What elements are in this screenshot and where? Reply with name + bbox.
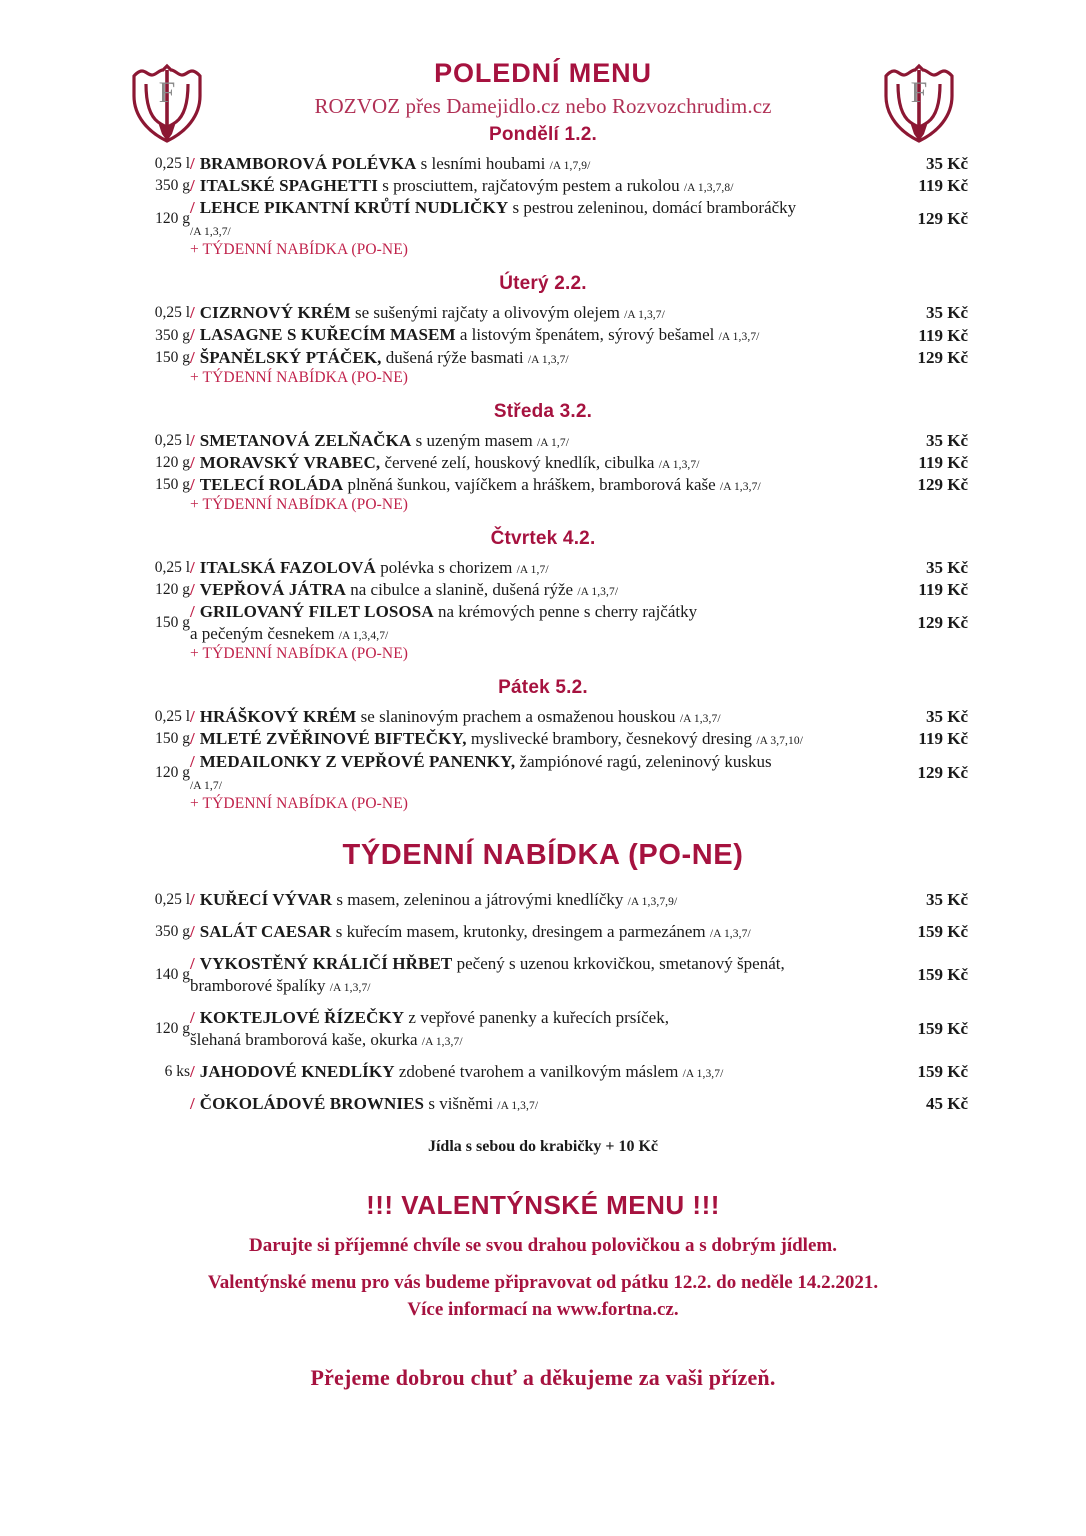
- day-items-table: [118, 557, 968, 663]
- item-name: KOKTEJLOVÉ ŘÍZEČKY: [199, 1008, 405, 1028]
- day-section: [118, 401, 968, 514]
- item-weight: 0,25 l: [154, 304, 190, 322]
- item-weight: 120 g: [155, 210, 190, 228]
- item-allergens: /A 1,3,7/: [497, 1100, 539, 1113]
- item-desc: s prosciuttem, rajčatovým pestem a rukolou: [377, 176, 680, 196]
- item-name: LEHCE PIKANTNÍ KRŮTÍ NUDLIČKY: [199, 198, 509, 218]
- day-section: [118, 273, 968, 386]
- item-allergens: /A 3,7,10/: [756, 735, 803, 748]
- day-section: [118, 677, 968, 812]
- weekly-offer-note-row: [118, 241, 968, 259]
- item-allergens: /A 1,3,7,9/: [627, 895, 678, 908]
- day-items-table: [118, 706, 968, 812]
- item-desc: z vepřové panenky a kuřecích prsíček,: [404, 1008, 669, 1028]
- item-name: BRAMBOROVÁ POLÉVKA: [199, 154, 417, 173]
- item-desc: dušená rýže basmati: [381, 347, 524, 367]
- day-heading: Středa 3.2.: [493, 400, 593, 422]
- item-desc: na krémových penne s cherry rajčátky: [433, 602, 698, 622]
- item-allergens: /A 1,3,7/: [527, 353, 569, 366]
- item-allergens: /A 1,7,9/: [549, 160, 591, 172]
- weekly-offer-note: + TÝDENNÍ NABÍDKA (PO-NE): [190, 368, 409, 386]
- item-bullet-slash-icon: /: [190, 921, 195, 941]
- item-description-cell: [190, 324, 872, 346]
- weekly-offer-note: + TÝDENNÍ NABÍDKA (PO-NE): [190, 241, 409, 259]
- weekly-items-table: [118, 884, 968, 1121]
- item-price: 45 Kč: [925, 1094, 968, 1114]
- item-description-cell: [190, 706, 872, 728]
- spacer-cell: [118, 241, 190, 259]
- spacer-cell: [118, 795, 190, 813]
- menu-item-row: [118, 601, 968, 645]
- item-desc: pečený s uzenou krkovičkou, smetanový špenát,: [452, 953, 785, 973]
- item-bullet-slash-icon: /: [190, 303, 195, 323]
- item-weight: 150 g: [155, 614, 190, 632]
- item-bullet-slash-icon: /: [190, 580, 195, 600]
- item-description-cell: [190, 948, 872, 1002]
- item-description-cell: [190, 175, 872, 197]
- menu-item-row: [118, 1056, 968, 1088]
- item-bullet-slash-icon: /: [190, 707, 195, 727]
- item-name: ŠPANĚLSKÝ PTÁČEK,: [199, 347, 382, 367]
- item-desc-line2-text: a pečeným česnekem: [190, 624, 335, 644]
- item-description-cell: [190, 153, 872, 175]
- item-desc: s kuřecím masem, krutonky, dresingem a parmezánem: [331, 921, 706, 941]
- item-description-cell: [190, 601, 872, 645]
- item-description-cell: [190, 430, 872, 452]
- page-header: [118, 0, 968, 118]
- item-allergens: /A 1,7/: [190, 779, 223, 792]
- item-name: VYKOSTĚNÝ KRÁLIČÍ HŘBET: [199, 953, 453, 973]
- item-bullet-slash-icon: /: [190, 1008, 195, 1028]
- item-price: 35 Kč: [925, 303, 968, 323]
- shield-f-crest-icon-left: [128, 62, 206, 146]
- item-bullet-slash-icon: /: [190, 452, 195, 472]
- item-bullet-slash-icon: /: [190, 154, 195, 173]
- item-bullet-slash-icon: /: [190, 474, 195, 494]
- item-weight: 120 g: [155, 453, 190, 471]
- item-desc: myslivecké brambory, česnekový dresing: [466, 729, 753, 749]
- menu-item-row: [118, 1088, 968, 1120]
- item-weight: 350 g: [155, 922, 190, 940]
- item-allergens-line: [190, 219, 872, 241]
- item-description-cell: [190, 302, 872, 324]
- shield-f-crest-icon-right: [880, 62, 958, 146]
- item-allergens: /A 1,3,7/: [682, 1068, 724, 1081]
- item-weight: 350 g: [155, 326, 190, 344]
- item-desc: s uzeným masem: [411, 430, 533, 450]
- menu-item-row: [118, 452, 968, 474]
- weekly-offer-note: + TÝDENNÍ NABÍDKA (PO-NE): [190, 645, 409, 663]
- day-items-table: [118, 153, 968, 259]
- valentine-promo-block: [118, 1190, 968, 1322]
- item-weight: 150 g: [155, 348, 190, 366]
- item-bullet-slash-icon: /: [190, 602, 195, 622]
- daily-menu-sections: [118, 124, 968, 813]
- item-desc-line2-text: bramborové špalíky: [190, 975, 326, 995]
- item-weight: 120 g: [155, 1020, 190, 1038]
- item-description-cell: [190, 579, 872, 601]
- spacer-cell: [872, 241, 968, 259]
- item-price: 129 Kč: [917, 347, 968, 367]
- menu-item-row: [118, 197, 968, 241]
- spacer-cell: [872, 496, 968, 514]
- delivery-subtitle: ROZVOZ přes Damejidlo.cz nebo Rozvozchrudim.cz: [314, 93, 772, 118]
- item-desc: polévka s chorizem: [375, 557, 513, 577]
- item-name: SMETANOVÁ ZELŇAČKA: [199, 430, 412, 450]
- item-price: 35 Kč: [925, 430, 968, 450]
- item-weight: 0,25 l: [154, 155, 190, 173]
- item-price: 159 Kč: [917, 964, 968, 984]
- item-name: HRÁŠKOVÝ KRÉM: [199, 707, 357, 727]
- item-weight: 6 ks: [164, 1063, 190, 1081]
- item-allergens: /A 1,3,7/: [719, 480, 761, 493]
- item-desc: na cibulce a slanině, dušená rýže: [346, 580, 574, 600]
- item-bullet-slash-icon: /: [190, 729, 195, 749]
- item-name: ČOKOLÁDOVÉ BROWNIES: [199, 1094, 425, 1114]
- valentine-promo-line-1: Darujte si příjemné chvíle se svou drahou polovičkou a s dobrým jídlem.: [249, 1235, 837, 1257]
- menu-item-row: [118, 175, 968, 197]
- menu-item-row: [118, 579, 968, 601]
- item-name: KUŘECÍ VÝVAR: [199, 889, 333, 909]
- item-allergens: /A 1,3,7/: [577, 586, 619, 599]
- item-desc: s masem, zeleninou a játrovými knedlíčky: [332, 889, 624, 909]
- menu-item-row: [118, 302, 968, 324]
- item-allergens: /A 1,3,7,8/: [683, 182, 734, 195]
- menu-item-row: [118, 728, 968, 750]
- item-price: 35 Kč: [925, 557, 968, 577]
- item-desc-line2: [190, 1029, 860, 1051]
- menu-item-row: [118, 948, 968, 1002]
- day-heading: Čtvrtek 4.2.: [490, 527, 596, 549]
- menu-item-row: [118, 347, 968, 369]
- menu-item-row: [118, 706, 968, 728]
- item-price: 129 Kč: [917, 762, 968, 782]
- menu-item-row: [118, 916, 968, 948]
- valentine-promo-line-2: Valentýnské menu pro vás budeme připravovat od pátku 12.2. do neděle 14.2.2021.: [207, 1272, 879, 1294]
- item-bullet-slash-icon: /: [190, 557, 195, 577]
- item-weight: 120 g: [155, 763, 190, 781]
- item-bullet-slash-icon: /: [190, 325, 195, 345]
- item-description-cell: [190, 197, 872, 241]
- item-price: 119 Kč: [918, 729, 968, 749]
- weekly-offer-section: [118, 839, 968, 1121]
- item-weight: 0,25 l: [154, 708, 190, 726]
- item-desc: zdobené tvarohem a vanilkovým máslem: [394, 1062, 679, 1082]
- item-price: 129 Kč: [917, 474, 968, 494]
- item-desc: plněná šunkou, vajíčkem a hráškem, bramborová kaše: [343, 474, 716, 494]
- weekly-offer-note-row: [118, 645, 968, 663]
- item-name: VEPŘOVÁ JÁTRA: [199, 580, 347, 600]
- item-desc: s višněmi: [424, 1094, 494, 1114]
- item-allergens: /A 1,3,7/: [329, 981, 371, 994]
- item-price: 119 Kč: [918, 325, 968, 345]
- item-name: MORAVSKÝ VRABEC,: [199, 452, 381, 472]
- menu-item-row: [118, 751, 968, 795]
- weekly-offer-note-row: [118, 369, 968, 387]
- weekly-offer-note: + TÝDENNÍ NABÍDKA (PO-NE): [190, 794, 409, 812]
- item-allergens: /A 1,3,7/: [624, 309, 665, 322]
- item-allergens: /A 1,3,7/: [658, 458, 700, 471]
- item-name: MEDAILONKY Z VEPŘOVÉ PANENKY,: [199, 751, 516, 771]
- item-description-cell: [190, 557, 872, 579]
- svg-text:F: F: [158, 76, 176, 109]
- item-price: 119 Kč: [918, 580, 968, 600]
- item-allergens: /A 1,3,4,7/: [338, 630, 389, 643]
- item-description-cell: [190, 452, 872, 474]
- item-description-cell: [190, 916, 872, 948]
- item-allergens: /A 1,3,7/: [421, 1036, 463, 1049]
- item-description-cell: [190, 751, 872, 795]
- item-name: LASAGNE S KUŘECÍM MASEM: [199, 325, 456, 345]
- item-weight: [118, 1088, 190, 1120]
- item-weight: 150 g: [155, 475, 190, 493]
- item-description-cell: [190, 728, 872, 750]
- day-heading: Pátek 5.2.: [498, 677, 588, 699]
- day-section: [118, 528, 968, 663]
- item-name: ITALSKÉ SPAGHETTI: [199, 176, 378, 196]
- title-block: [118, 58, 968, 119]
- item-desc: žampiónové ragú, zeleninový kuskus: [515, 751, 772, 771]
- item-bullet-slash-icon: /: [190, 889, 195, 909]
- spacer-cell: [872, 795, 968, 813]
- weekly-offer-heading: TÝDENNÍ NABÍDKA (PO-NE): [342, 838, 744, 871]
- item-description-cell: [190, 474, 872, 496]
- menu-item-row: [118, 557, 968, 579]
- item-bullet-slash-icon: /: [190, 176, 195, 196]
- item-weight: 350 g: [155, 177, 190, 195]
- item-desc: červené zelí, houskový knedlík, cibulka: [380, 452, 655, 472]
- menu-item-row: [118, 153, 968, 175]
- spacer-cell: [118, 369, 190, 387]
- item-description-cell: [190, 1088, 872, 1120]
- item-description-cell: [190, 347, 872, 369]
- svg-text:F: F: [910, 76, 928, 109]
- item-price: 159 Kč: [917, 1062, 968, 1082]
- day-items-table: [118, 302, 968, 386]
- item-weight: 0,25 l: [154, 431, 190, 449]
- item-allergens: /A 1,3,7/: [190, 226, 231, 239]
- item-desc: s pestrou zeleninou, domácí bramboráčky: [508, 198, 797, 218]
- item-bullet-slash-icon: /: [190, 751, 195, 771]
- item-price: 129 Kč: [917, 209, 968, 229]
- item-weight: 120 g: [155, 581, 190, 599]
- item-price: 159 Kč: [917, 1019, 968, 1039]
- spacer-cell: [118, 645, 190, 663]
- item-allergens: /A 1,3,7/: [679, 713, 721, 726]
- valentine-promo-title: !!! VALENTÝNSKÉ MENU !!!: [366, 1190, 720, 1221]
- item-price: 129 Kč: [917, 613, 968, 633]
- item-name: CIZRNOVÝ KRÉM: [199, 303, 351, 323]
- menu-item-row: [118, 474, 968, 496]
- menu-item-row: [118, 1002, 968, 1056]
- item-description-cell: [190, 884, 872, 916]
- item-desc-line2: [190, 975, 860, 997]
- item-desc: se sušenými rajčaty a olivovým olejem: [350, 303, 620, 323]
- item-weight: 0,25 l: [154, 890, 190, 908]
- item-name: MLETÉ ZVĚŘINOVÉ BIFTEČKY,: [199, 729, 467, 749]
- item-weight: 0,25 l: [154, 558, 190, 576]
- item-desc: a listovým špenátem, sýrový bešamel: [455, 325, 715, 345]
- weekly-offer-note-row: [118, 795, 968, 813]
- item-name: SALÁT CAESAR: [199, 921, 332, 941]
- item-bullet-slash-icon: /: [190, 1094, 195, 1114]
- page-title: POLEDNÍ MENU: [434, 58, 652, 88]
- day-heading: Úterý 2.2.: [499, 273, 587, 295]
- closing-line: Přejeme dobrou chuť a děkujeme za vaši přízeň.: [310, 1364, 776, 1390]
- item-name: ITALSKÁ FAZOLOVÁ: [199, 557, 376, 577]
- item-description-cell: [190, 1056, 872, 1088]
- day-items-table: [118, 430, 968, 514]
- item-bullet-slash-icon: /: [190, 1062, 195, 1082]
- spacer-cell: [872, 645, 968, 663]
- item-allergens: /A 1,7/: [536, 436, 569, 449]
- menu-item-row: [118, 884, 968, 916]
- item-description-cell: [190, 1002, 872, 1056]
- item-desc-line2-text: šlehaná bramborová kaše, okurka: [190, 1030, 418, 1050]
- item-allergens: /A 1,7/: [516, 563, 549, 576]
- item-bullet-slash-icon: /: [190, 347, 195, 367]
- item-price: 35 Kč: [925, 889, 968, 909]
- item-bullet-slash-icon: /: [190, 430, 195, 450]
- valentine-promo-line-3: Více informací na www.fortna.cz.: [407, 1298, 679, 1320]
- item-weight: 140 g: [155, 965, 190, 983]
- item-allergens: /A 1,3,7/: [709, 927, 751, 940]
- item-name: GRILOVANÝ FILET LOSOSA: [199, 602, 434, 622]
- item-desc: s lesními houbami: [416, 154, 546, 173]
- item-price: 35 Kč: [925, 154, 968, 174]
- item-name: JAHODOVÉ KNEDLÍKY: [199, 1062, 395, 1082]
- item-bullet-slash-icon: /: [190, 198, 195, 218]
- spacer-cell: [872, 369, 968, 387]
- item-price: 35 Kč: [925, 707, 968, 727]
- day-section: [118, 124, 968, 259]
- weekly-offer-note-row: [118, 496, 968, 514]
- spacer-cell: [118, 496, 190, 514]
- menu-item-row: [118, 430, 968, 452]
- item-allergens-line: [190, 773, 872, 795]
- takeaway-note: Jídla s sebou do krabičky + 10 Kč: [427, 1138, 659, 1156]
- item-bullet-slash-icon: /: [190, 953, 195, 973]
- item-weight: 150 g: [155, 730, 190, 748]
- item-price: 119 Kč: [918, 452, 968, 472]
- item-price: 119 Kč: [918, 176, 968, 196]
- item-desc: se slaninovým prachem a osmaženou houskou: [356, 707, 676, 727]
- day-heading: Pondělí 1.2.: [489, 124, 597, 145]
- weekly-offer-note: + TÝDENNÍ NABÍDKA (PO-NE): [190, 495, 409, 513]
- item-price: 159 Kč: [917, 921, 968, 941]
- item-desc-line2: [190, 623, 872, 645]
- item-allergens: /A 1,3,7/: [718, 331, 760, 344]
- item-name: TELECÍ ROLÁDA: [199, 474, 344, 494]
- menu-item-row: [118, 324, 968, 346]
